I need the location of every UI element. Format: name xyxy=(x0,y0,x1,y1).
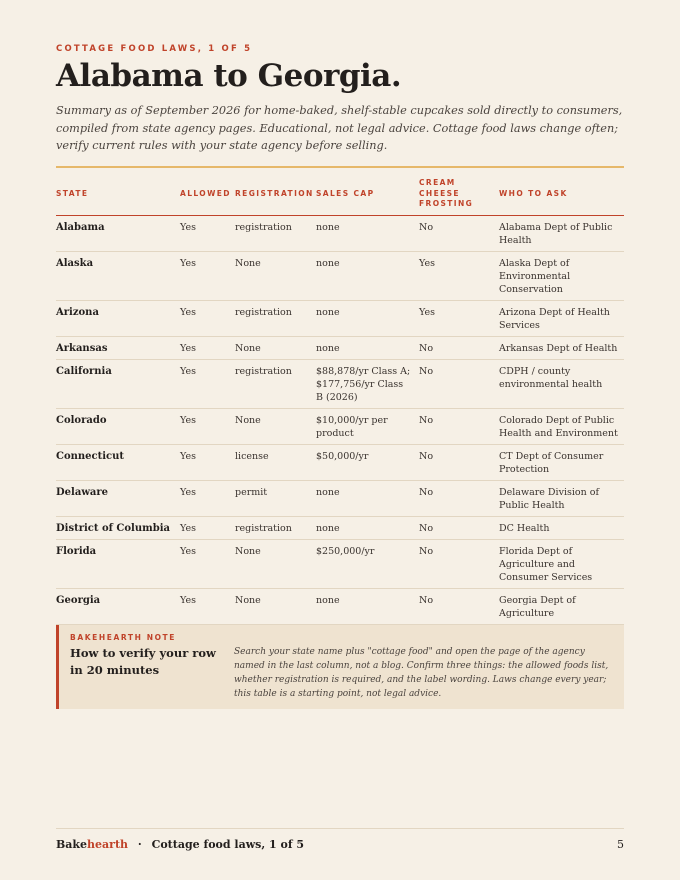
cell-allowed: Yes xyxy=(180,300,235,336)
cell-sales-cap: none xyxy=(316,251,419,300)
column-header-allowed: ALLOWED xyxy=(180,174,235,215)
cell-who-to-ask: CT Dept of Consumer Protection xyxy=(499,444,624,480)
cell-cream-cheese: No xyxy=(419,408,499,444)
column-header-state: STATE xyxy=(56,174,180,215)
column-header-registration: REGISTRATION xyxy=(235,174,316,215)
cell-registration: None xyxy=(235,336,316,359)
cell-state: Delaware xyxy=(56,480,180,516)
cell-state: Arizona xyxy=(56,300,180,336)
cell-allowed: Yes xyxy=(180,359,235,408)
cell-who-to-ask: Colorado Dept of Public Health and Environment xyxy=(499,408,624,444)
cell-registration: registration xyxy=(235,359,316,408)
cell-cream-cheese: Yes xyxy=(419,300,499,336)
page-subtitle: Summary as of September 2026 for home-baked, shelf-stable cupcakes sold directly to consumers, compiled from state agency pages. Educational, not legal advice. Cottage food laws change often; verify current rules with your state agency before selling. xyxy=(56,104,623,152)
cell-cream-cheese: No xyxy=(419,336,499,359)
cell-state: Colorado xyxy=(56,408,180,444)
column-header-cream-cheese: CREAM CHEESE FROSTING xyxy=(419,174,499,215)
cell-cream-cheese: No xyxy=(419,480,499,516)
cell-cream-cheese: No xyxy=(419,359,499,408)
cell-who-to-ask: Arkansas Dept of Health xyxy=(499,336,624,359)
cell-registration: registration xyxy=(235,516,316,539)
cell-sales-cap: none xyxy=(316,480,419,516)
table-row xyxy=(56,539,624,588)
cell-allowed: Yes xyxy=(180,215,235,251)
cell-state: Alabama xyxy=(56,215,180,251)
table-row xyxy=(56,588,624,624)
cell-sales-cap: $50,000/yr xyxy=(316,444,419,480)
cell-allowed: Yes xyxy=(180,336,235,359)
cell-allowed: Yes xyxy=(180,251,235,300)
cell-registration: None xyxy=(235,408,316,444)
brand-name-part2: hearth xyxy=(87,838,129,851)
table-row xyxy=(56,480,624,516)
page-footer xyxy=(56,838,624,856)
cell-cream-cheese: No xyxy=(419,539,499,588)
cell-allowed: Yes xyxy=(180,539,235,588)
table-row xyxy=(56,444,624,480)
footer-divider xyxy=(56,828,624,829)
cell-allowed: Yes xyxy=(180,408,235,444)
page-number: 5 xyxy=(617,838,624,851)
brand-name-part1: Bake xyxy=(56,838,88,851)
cell-state: Connecticut xyxy=(56,444,180,480)
cell-who-to-ask: Florida Dept of Agriculture and Consumer Services xyxy=(499,539,624,588)
cell-who-to-ask: Alaska Dept of Environmental Conservation xyxy=(499,251,624,300)
table-row xyxy=(56,336,624,359)
cell-allowed: Yes xyxy=(180,516,235,539)
table-row xyxy=(56,516,624,539)
cell-who-to-ask: CDPH / county environmental health xyxy=(499,359,624,408)
cell-registration: None xyxy=(235,251,316,300)
cell-who-to-ask: DC Health xyxy=(499,516,624,539)
cell-cream-cheese: No xyxy=(419,516,499,539)
column-header-sales-cap: SALES CAP xyxy=(316,174,419,215)
cell-sales-cap: $10,000/yr per product xyxy=(316,408,419,444)
cell-sales-cap: none xyxy=(316,336,419,359)
cell-sales-cap: $250,000/yr xyxy=(316,539,419,588)
cell-sales-cap: none xyxy=(316,516,419,539)
table-row xyxy=(56,408,624,444)
note-heading: How to verify your row in 20 minutes xyxy=(70,646,216,677)
cell-who-to-ask: Georgia Dept of Agriculture xyxy=(499,588,624,624)
table-row xyxy=(56,300,624,336)
cell-cream-cheese: No xyxy=(419,444,499,480)
divider-rule xyxy=(56,166,624,168)
page-title: Alabama to Georgia. xyxy=(56,58,402,94)
cell-allowed: Yes xyxy=(180,480,235,516)
footer-separator: · xyxy=(137,838,142,851)
table-row xyxy=(56,251,624,300)
cell-state: Arkansas xyxy=(56,336,180,359)
cell-state: Florida xyxy=(56,539,180,588)
cell-cream-cheese: No xyxy=(419,588,499,624)
cell-who-to-ask: Arizona Dept of Health Services xyxy=(499,300,624,336)
cell-state: California xyxy=(56,359,180,408)
cottage-food-table xyxy=(56,174,624,625)
cell-sales-cap: none xyxy=(316,215,419,251)
cell-state: Alaska xyxy=(56,251,180,300)
eyebrow-label: COTTAGE FOOD LAWS, 1 OF 5 xyxy=(56,44,253,54)
cell-registration: permit xyxy=(235,480,316,516)
note-label: BAKEHEARTH NOTE xyxy=(70,633,176,642)
footer-section-title: Cottage food laws, 1 of 5 xyxy=(151,838,305,851)
column-header-who-to-ask: WHO TO ASK xyxy=(499,174,624,215)
cell-sales-cap: none xyxy=(316,588,419,624)
cell-allowed: Yes xyxy=(180,588,235,624)
table-row xyxy=(56,215,624,251)
table-row xyxy=(56,359,624,408)
cell-cream-cheese: Yes xyxy=(419,251,499,300)
cell-registration: registration xyxy=(235,300,316,336)
cell-sales-cap: $88,878/yr Class A; $177,756/yr Class B (2026) xyxy=(316,359,419,408)
cell-cream-cheese: No xyxy=(419,215,499,251)
table-header-row xyxy=(56,174,624,215)
cell-sales-cap: none xyxy=(316,300,419,336)
cell-who-to-ask: Alabama Dept of Public Health xyxy=(499,215,624,251)
cell-registration: license xyxy=(235,444,316,480)
cell-registration: None xyxy=(235,539,316,588)
cell-registration: None xyxy=(235,588,316,624)
cell-registration: registration xyxy=(235,215,316,251)
cell-state: District of Columbia xyxy=(56,516,180,539)
bakehearth-note-callout xyxy=(56,625,624,709)
cell-state: Georgia xyxy=(56,588,180,624)
note-body: Search your state name plus "cottage food" and open the page of the agency named in the last column, not a blog. Confirm three things: the allowed foods list, whether registration is required, and the label wording. Laws change every year; this table is a starting point, not legal advice. xyxy=(234,647,609,699)
cell-allowed: Yes xyxy=(180,444,235,480)
cell-who-to-ask: Delaware Division of Public Health xyxy=(499,480,624,516)
callout-accent-bar xyxy=(56,625,59,709)
